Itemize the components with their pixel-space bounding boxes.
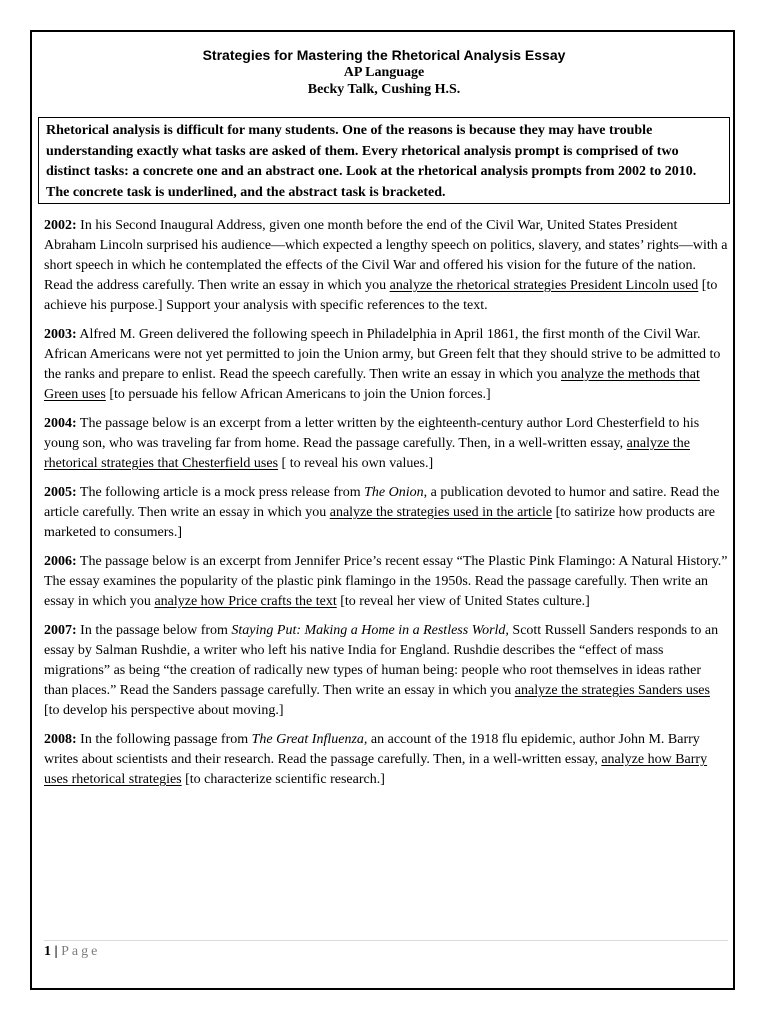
prompt-text: In his Second Inaugural Address, given one month before the end of the Civil War, United States President Abraham Lincoln surprised his audience—which expected a lengthy speech on politics, slavery, and states’ rights—with a short speech in which he contemplated the effects of the Civil War and offered his vision for the future of the nation. Read the address carefully. Then write an essay in which you	[44, 218, 728, 293]
abstract-task: [to persuade his fellow African Americans to join the Union forces.]	[105, 387, 491, 402]
page-footer	[44, 943, 100, 961]
concrete-task: analyze the strategies Sanders uses	[514, 683, 710, 698]
page-number: 1	[44, 944, 51, 959]
concrete-task: analyze how Barry uses rhetorical strategies	[44, 752, 708, 787]
prompt-year: 2007:	[44, 623, 77, 638]
intro-box	[38, 117, 730, 204]
source-title: Staying Put: Making a Home in a Restless World,	[231, 623, 509, 638]
prompt-2003	[44, 325, 728, 405]
intro-text: Rhetorical analysis is difficult for many students. One of the reasons is because they may have trouble understanding exactly what tasks are asked of them. Every rhetorical analysis prompt is comprised of two distinct tasks: a concrete one and an abstract one. Look at the rhetorical analysis prompts from 2002 to 2010. The concrete task is underlined, and the abstract task is bracketed.	[46, 123, 697, 200]
concrete-task: analyze the methods that Green uses	[44, 367, 700, 402]
concrete-task: analyze the strategies used in the article	[329, 505, 553, 520]
footer-separator: |	[54, 944, 58, 959]
abstract-task: [to characterize scientific research.]	[181, 772, 385, 787]
prompt-2002	[44, 216, 728, 316]
prompt-year: 2002:	[44, 218, 77, 233]
prompt-2005	[44, 483, 728, 543]
abstract-task: [to develop his perspective about moving.]	[44, 703, 284, 718]
prompt-text: In the passage below from	[76, 623, 232, 638]
prompt-list	[44, 216, 728, 799]
abstract-task: [to satirize how products are marketed to consumers.]	[44, 505, 715, 540]
concrete-task: analyze how Price crafts the text	[154, 594, 337, 609]
prompt-2006	[44, 552, 728, 612]
prompt-text: The passage below is an excerpt from Jennifer Price’s recent essay “The Plastic Pink Flamingo: A Natural History.” The essay examines the popularity of the plastic pink flamingo in the 1950s. Read the passage carefully. Then write an essay in which you	[44, 554, 728, 609]
page-label: Page	[61, 944, 101, 959]
document-header	[0, 46, 768, 98]
footer-divider	[44, 940, 728, 941]
prompt-text: In the following passage from	[76, 732, 252, 747]
prompt-text: Alfred M. Green delivered the following speech in Philadelphia in April 1861, the first month of the Civil War. African Americans were not yet permitted to join the Union army, but Green felt that they should strive to be admitted to the ranks and prepare to enlist. Read the speech carefully. Then write an essay in which you	[44, 327, 721, 382]
prompt-text-continued: an account of the 1918 flu epidemic, author John M. Barry writes about scientists and their research. Read the passage carefully. Then, in a well-written essay,	[44, 732, 700, 767]
course-name: AP Language	[343, 65, 425, 80]
prompt-2007	[44, 621, 728, 721]
prompt-year: 2003:	[44, 327, 77, 342]
prompt-text: The following article is a mock press release from	[76, 485, 365, 500]
prompt-text: The passage below is an excerpt from a letter written by the eighteenth-century author Lord Chesterfield to his young son, who was traveling far from home. Read the passage carefully. Then, in a well-written essay,	[44, 416, 700, 451]
prompt-2008	[44, 730, 728, 790]
prompt-year: 2004:	[44, 416, 77, 431]
abstract-task: [to reveal her view of United States culture.]	[336, 594, 590, 609]
prompt-year: 2005:	[44, 485, 77, 500]
prompt-2004	[44, 414, 728, 474]
prompt-text-continued: , a publication devoted to humor and satire. Read the article carefully. Then write an essay in which you	[44, 485, 720, 520]
source-title: The Great Influenza,	[251, 732, 368, 747]
abstract-task: [ to reveal his own values.]	[278, 456, 434, 471]
abstract-task: [to achieve his purpose.] Support your analysis with specific references to the text.	[44, 278, 718, 313]
source-title: The Onion	[364, 485, 424, 500]
document-title: Strategies for Mastering the Rhetorical Analysis Essay	[202, 47, 566, 63]
prompt-year: 2008:	[44, 732, 77, 747]
author-line: Becky Talk, Cushing H.S.	[307, 82, 461, 97]
concrete-task: analyze the rhetorical strategies that Chesterfield uses	[44, 436, 690, 471]
prompt-year: 2006:	[44, 554, 77, 569]
prompt-text-continued: Scott Russell Sanders responds to an essay by Salman Rushdie, a writer who left his native India for England. Rushdie describes the “effect of mass migrations” as being “the creation of radically new types of human being: people who root themselves in ideas rather than places.” Read the Sanders passage carefully. Then write an essay in which you	[44, 623, 719, 698]
concrete-task: analyze the rhetorical strategies President Lincoln used	[389, 278, 699, 293]
